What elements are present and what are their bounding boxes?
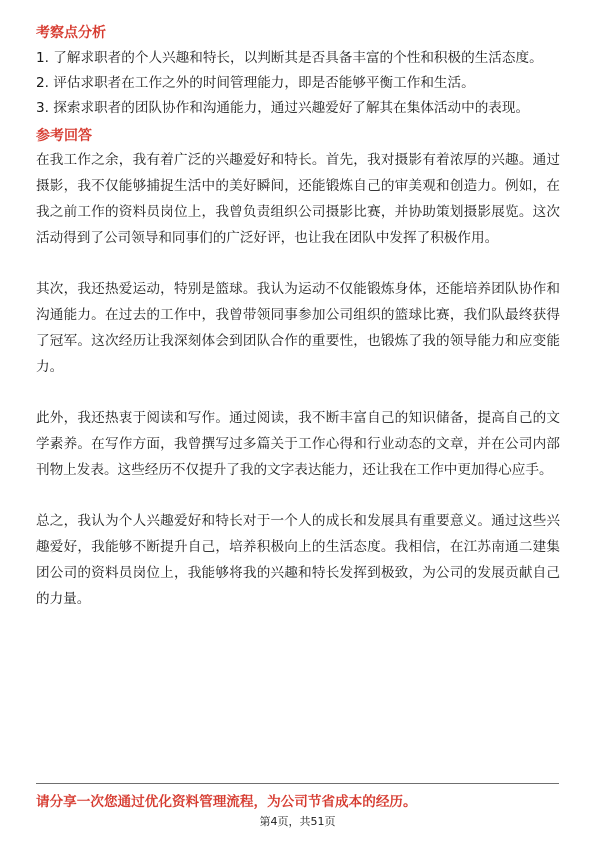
answer-body bbox=[36, 147, 560, 612]
analysis-item: 2. 评估求职者在工作之外的时间管理能力，即是否能够平衡工作和生活。 bbox=[36, 75, 475, 91]
analysis-item: 1. 了解求职者的个人兴趣和特长，以判断其是否具备丰富的个性和积极的生活态度。 bbox=[36, 50, 543, 66]
answer-paragraph: 总之，我认为个人兴趣爱好和特长对于一个人的成长和发展具有重要意义。通过这些兴趣爱好，我能够不断提升自己，培养积极向上的生活态度。我相信，在江苏南通二建集团公司的资料员岗位上，我能够将我的兴趣和特长发挥到极致，为公司的发展贡献自己的力量。 bbox=[36, 513, 560, 607]
answer-paragraph: 其次，我还热爱运动，特别是篮球。我认为运动不仅能锻炼身体，还能培养团队协作和沟通能力。在过去的工作中，我曾带领同事参加公司组织的篮球比赛，我们队最终获得了冠军。这次经历让我深刻体会到团队合作的重要性，也锻炼了我的领导能力和应变能力。 bbox=[36, 281, 560, 375]
answer-paragraph: 在我工作之余，我有着广泛的兴趣爱好和特长。首先，我对摄影有着浓厚的兴趣。通过摄影，我不仅能够捕捉生活中的美好瞬间，还能锻炼自己的审美观和创造力。例如，在我之前工作的资料员岗位上，我曾负责组织公司摄影比赛，并协助策划摄影展览。这次活动得到了公司领导和同事们的广泛好评，也让我在团队中发挥了积极作用。 bbox=[36, 152, 560, 246]
analysis-list bbox=[36, 46, 560, 121]
answer-paragraph: 此外，我还热衷于阅读和写作。通过阅读，我不断丰富自己的知识储备，提高自己的文学素养。在写作方面，我曾撰写过多篇关于工作心得和行业动态的文章，并在公司内部刊物上发表。这些经历不仅提升了我的文字表达能力，还让我在工作中更加得心应手。 bbox=[36, 410, 560, 478]
analysis-item: 3. 探索求职者的团队协作和沟通能力，通过兴趣爱好了解其在集体活动中的表现。 bbox=[36, 100, 530, 116]
next-question: 请分享一次您通过优化资料管理流程，为公司节省成本的经历。 bbox=[36, 794, 417, 810]
page-number: 第4页，共51页 bbox=[259, 815, 336, 828]
analysis-heading: 考察点分析 bbox=[36, 25, 106, 41]
document-body bbox=[36, 22, 560, 612]
answer-heading: 参考回答 bbox=[36, 128, 92, 144]
section-divider bbox=[36, 783, 559, 784]
